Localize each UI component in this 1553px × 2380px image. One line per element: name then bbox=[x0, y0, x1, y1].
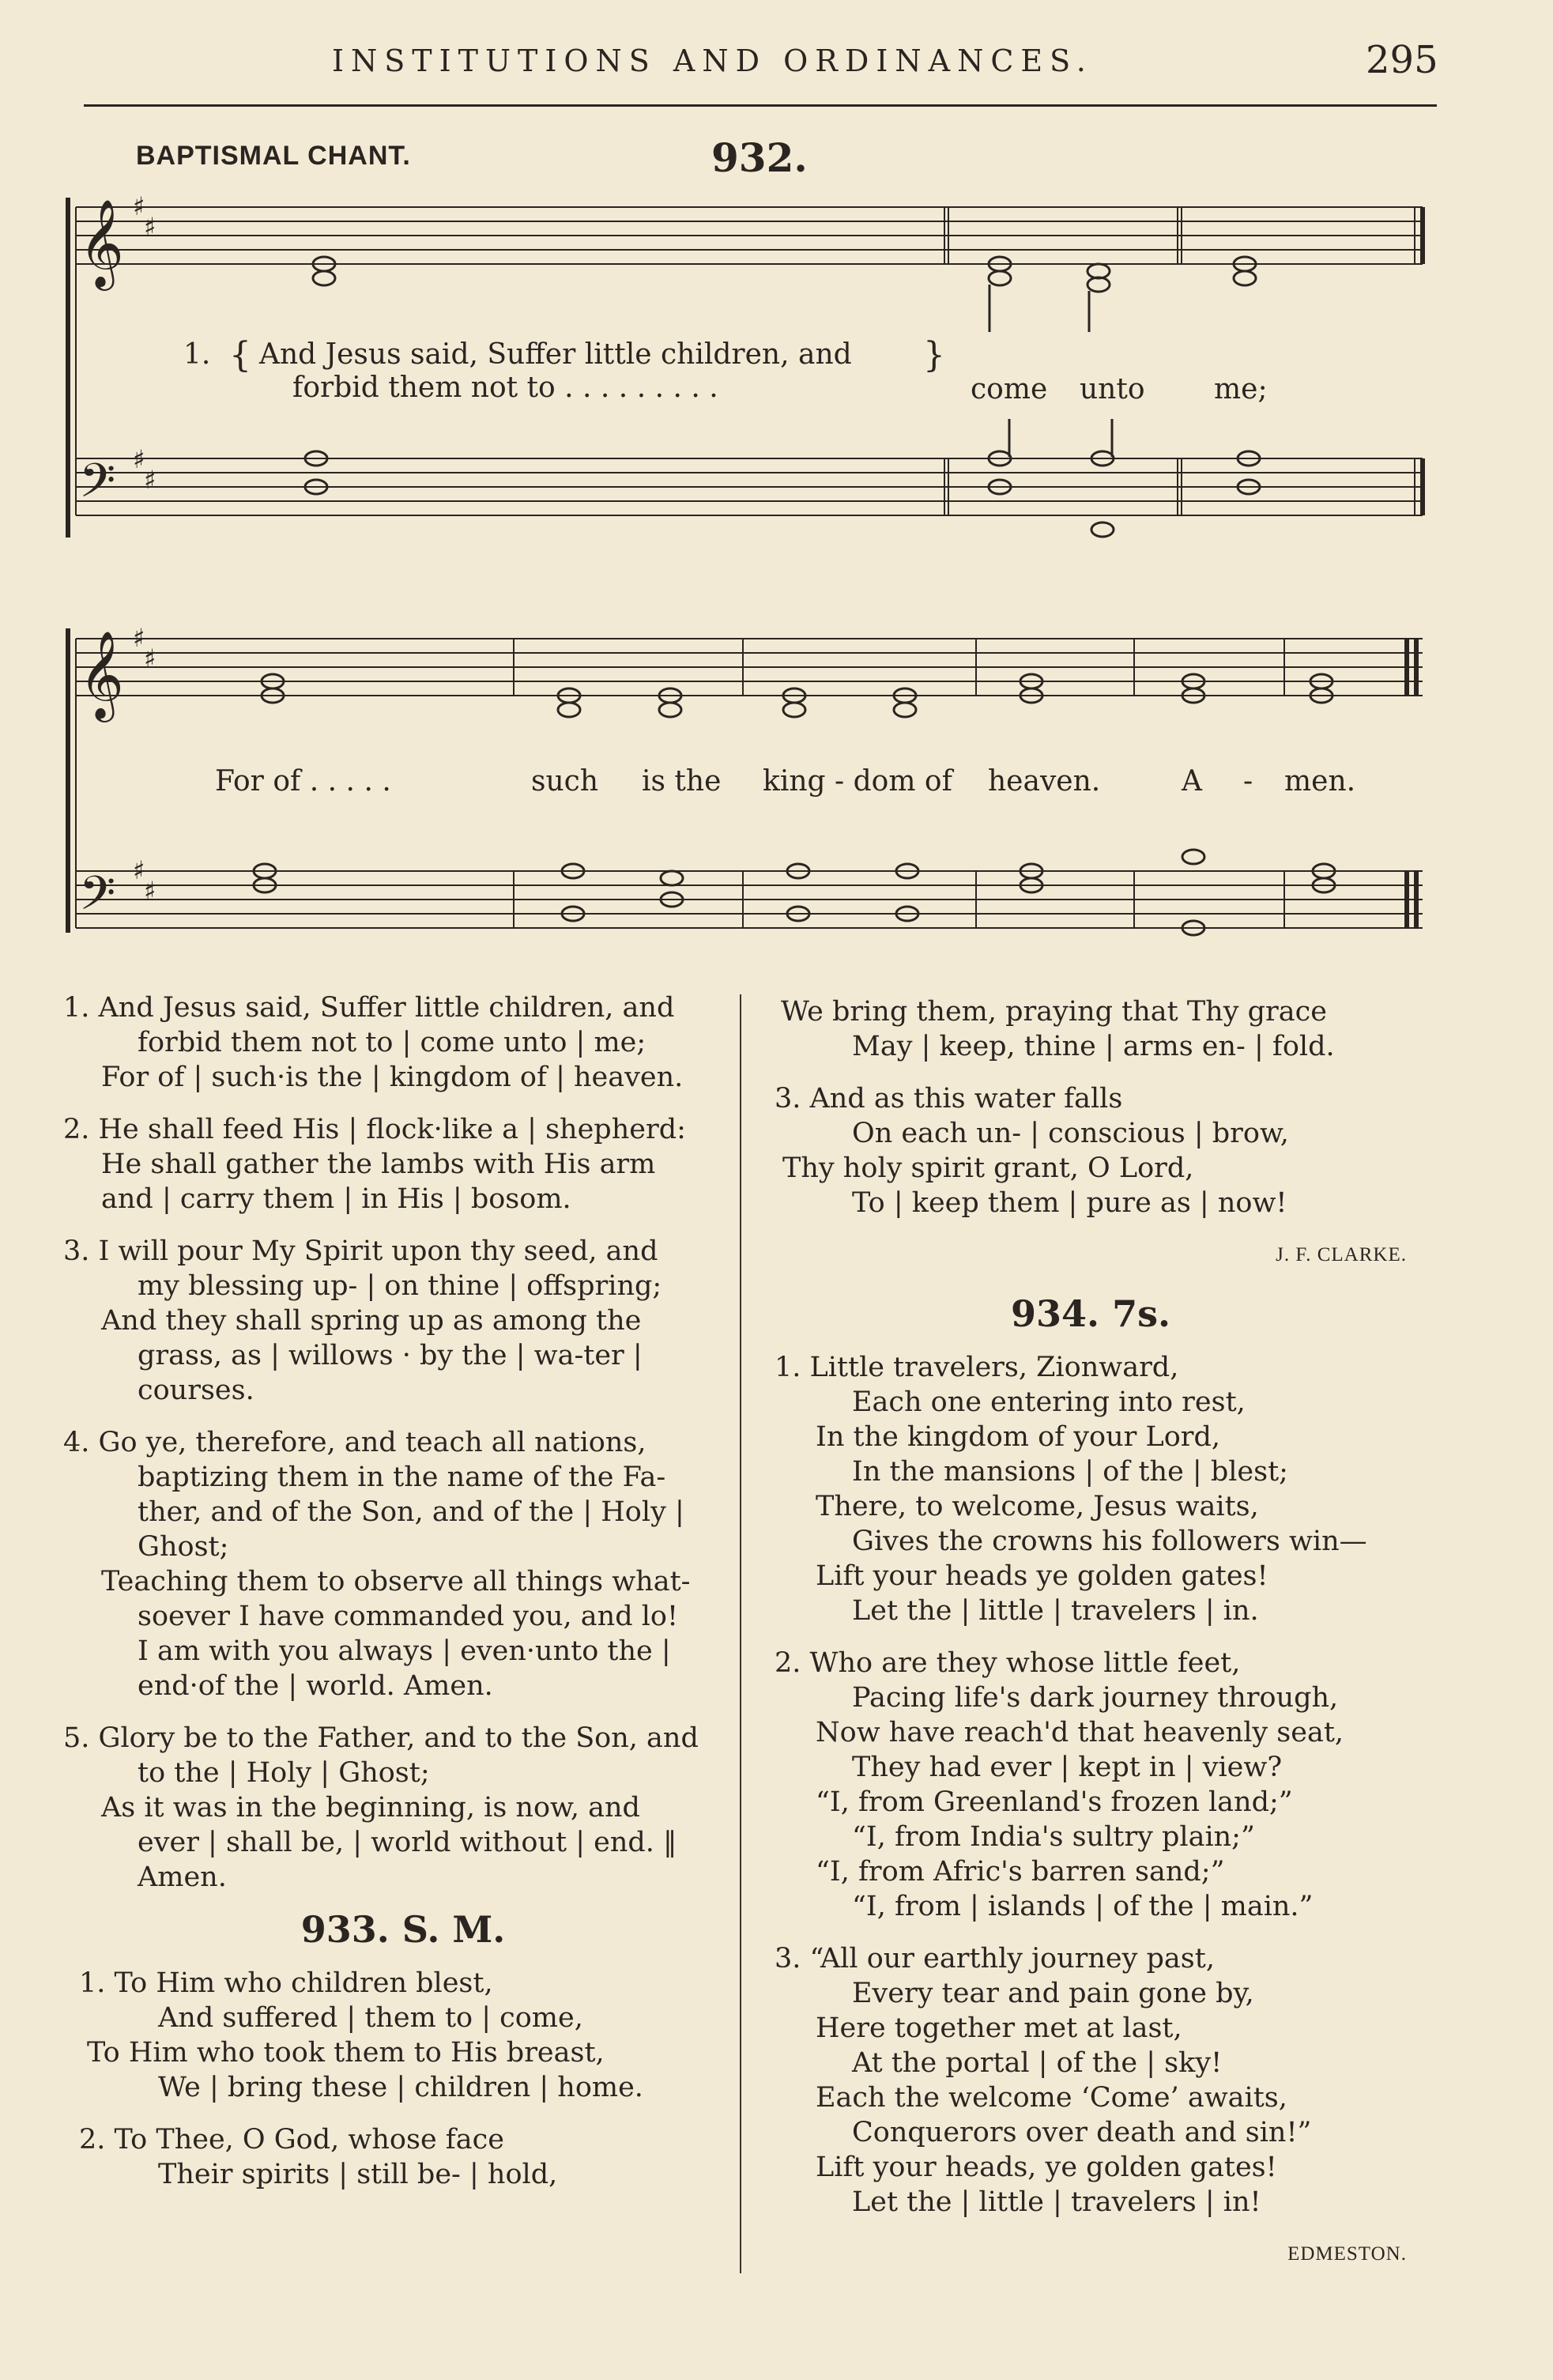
lyric-a: A bbox=[1182, 765, 1202, 798]
treble-staff-1 bbox=[76, 207, 1423, 264]
hymn934-stanza-3 bbox=[775, 1941, 1407, 2220]
text-line: Conquerors over death and sin!” bbox=[852, 2117, 1312, 2148]
text-line: Their spirits | still be- | hold, bbox=[158, 2159, 558, 2190]
text-line: Each one entering into rest, bbox=[852, 1386, 1246, 1418]
svg-text:♯: ♯ bbox=[144, 212, 156, 242]
text-line: Amen. bbox=[138, 1861, 227, 1893]
text-line: 2. He shall feed His | flock·like a | shepherd: bbox=[63, 1114, 686, 1145]
lyric-dash: - bbox=[1243, 765, 1253, 798]
hymn-number-932: 932. bbox=[711, 134, 808, 181]
text-line: forbid them not to | come unto | me; bbox=[138, 1027, 646, 1058]
text-line: baptizing them in the name of the Fa- bbox=[138, 1462, 666, 1493]
author-clarke: J. F. CLARKE. bbox=[1276, 1244, 1407, 1265]
text-line: In the kingdom of your Lord, bbox=[816, 1421, 1221, 1453]
text-line: Pacing life's dark journey through, bbox=[852, 1682, 1339, 1714]
text-line: 5. Glory be to the Father, and to the Son, and bbox=[63, 1722, 699, 1754]
text-line: Every tear and pain gone by, bbox=[852, 1978, 1254, 2009]
text-line: I am with you always | even·unto the | bbox=[138, 1635, 671, 1667]
lyric-men: men. bbox=[1284, 765, 1356, 798]
text-line: 3. I will pour My Spirit upon thy seed, and bbox=[63, 1235, 658, 1267]
text-line: ever | shall be, | world without | end. ‖ bbox=[138, 1827, 677, 1858]
text-line: 3. “All our earthly journey past, bbox=[775, 1943, 1215, 1975]
bass-clef-1: 𝄢 bbox=[79, 453, 116, 519]
treble-clef-1: 𝄞 bbox=[79, 198, 124, 287]
text-line: In the mansions | of the | blest; bbox=[852, 1456, 1288, 1488]
text-line: Gives the crowns his followers win— bbox=[852, 1526, 1367, 1557]
text-line: my blessing up- | on thine | offspring; bbox=[138, 1270, 662, 1302]
lyric-for-of: For of . . . . . bbox=[215, 765, 391, 798]
text-line: “I, from Afric's barren sand;” bbox=[816, 1856, 1225, 1888]
text-line: Now have reach'd that heavenly seat, bbox=[816, 1717, 1344, 1748]
text-line: There, to welcome, Jesus waits, bbox=[816, 1491, 1259, 1522]
page-number: 295 bbox=[1366, 38, 1438, 82]
hymn933-stanza-2a bbox=[63, 2122, 743, 2192]
author-edmeston: EDMESTON. bbox=[1287, 2243, 1407, 2265]
text-line: Lift your heads, ye golden gates! bbox=[816, 2152, 1277, 2183]
text-line: “I, from | islands | of the | main.” bbox=[852, 1891, 1314, 1922]
lyric-is-the: is the bbox=[642, 765, 722, 798]
svg-text:♯: ♯ bbox=[133, 191, 145, 221]
text-line: 1. To Him who children blest, bbox=[79, 1967, 493, 1999]
text-line: Let the | little | travelers | in. bbox=[852, 1595, 1259, 1627]
bass-staff-1 bbox=[76, 458, 1423, 515]
text-line: to the | Holy | Ghost; bbox=[138, 1757, 430, 1789]
lyric-unto: unto bbox=[1080, 373, 1145, 405]
chant-text-stanza-4 bbox=[63, 1425, 743, 1703]
text-line: May | keep, thine | arms en- | fold. bbox=[852, 1031, 1335, 1062]
text-line: Here together met at last, bbox=[816, 2012, 1182, 2044]
hymn934-stanza-1 bbox=[775, 1350, 1407, 1628]
hymn-heading-934: 934. 7s. bbox=[1011, 1292, 1170, 1335]
text-line: soever I have commanded you, and lo! bbox=[138, 1601, 679, 1632]
text-line: Ghost; bbox=[138, 1531, 229, 1563]
text-line: Teaching them to observe all things what- bbox=[101, 1566, 691, 1597]
text-line: 2. To Thee, O God, whose face bbox=[79, 2124, 504, 2156]
lyric-such: such bbox=[531, 765, 599, 798]
text-line: Lift your heads ye golden gates! bbox=[816, 1560, 1268, 1592]
text-line: 2. Who are they whose little feet, bbox=[775, 1647, 1241, 1679]
text-line: We bring them, praying that Thy grace bbox=[781, 996, 1327, 1028]
chant-text-stanza-2 bbox=[63, 1112, 743, 1216]
brace-left: { bbox=[229, 335, 251, 375]
running-head: INSTITUTIONS AND ORDINANCES. bbox=[332, 43, 1093, 78]
text-line: To | keep them | pure as | now! bbox=[852, 1187, 1287, 1219]
text-line: To Him who took them to His breast, bbox=[87, 2037, 605, 2069]
text-line: Each the welcome ‘Come’ awaits, bbox=[816, 2082, 1287, 2114]
chant-text-stanza-1 bbox=[63, 990, 743, 1095]
treble-clef-2: 𝄞 bbox=[79, 630, 124, 719]
text-line: At the portal | of the | sky! bbox=[852, 2047, 1223, 2079]
right-column bbox=[775, 994, 1407, 2272]
text-line: and | carry them | in His | bosom. bbox=[101, 1183, 571, 1215]
chant-text-stanza-3 bbox=[63, 1234, 743, 1408]
lyric-kingdom-of: king - dom of bbox=[763, 765, 952, 798]
text-line: 1. And Jesus said, Suffer little children, and bbox=[63, 992, 675, 1024]
svg-text:♯: ♯ bbox=[144, 643, 156, 673]
text-line: ther, and of the Son, and of the | Holy | bbox=[138, 1496, 684, 1528]
hymn933-stanza-2b bbox=[775, 994, 1407, 1064]
bass-staff-2 bbox=[76, 871, 1423, 928]
svg-text:♯: ♯ bbox=[133, 855, 145, 885]
chant-title: BAPTISMAL CHANT. bbox=[136, 141, 411, 171]
text-line: For of | such·is the | kingdom of | heaven. bbox=[101, 1062, 684, 1093]
text-line: Let the | little | travelers | in! bbox=[852, 2186, 1261, 2218]
svg-text:♯: ♯ bbox=[133, 623, 145, 653]
text-line: As it was in the beginning, is now, and bbox=[101, 1792, 640, 1824]
text-line: He shall gather the lambs with His arm bbox=[101, 1149, 656, 1180]
svg-text:♯: ♯ bbox=[144, 465, 156, 495]
text-line: On each un- | conscious | brow, bbox=[852, 1118, 1289, 1149]
lyric-heaven: heaven. bbox=[988, 765, 1101, 798]
chant-text-stanza-5 bbox=[63, 1721, 743, 1895]
hymn933-stanza-3 bbox=[775, 1081, 1407, 1220]
text-line: 1. Little travelers, Zionward, bbox=[775, 1352, 1179, 1383]
text-line: 4. Go ye, therefore, and teach all nations, bbox=[63, 1427, 646, 1458]
text-line: courses. bbox=[138, 1375, 254, 1406]
svg-text:♯: ♯ bbox=[144, 876, 156, 906]
text-line: “I, from Greenland's frozen land;” bbox=[816, 1786, 1293, 1818]
text-line: “I, from India's sultry plain;” bbox=[852, 1821, 1255, 1853]
lyric-line-2: forbid them not to . . . . . . . . . bbox=[292, 372, 718, 404]
lyric-line-1: And Jesus said, Suffer little children, and bbox=[259, 338, 852, 371]
music-notation bbox=[0, 0, 1553, 949]
text-line: And suffered | them to | come, bbox=[158, 2002, 583, 2034]
bass-clef-2: 𝄢 bbox=[79, 866, 116, 932]
text-line: 3. And as this water falls bbox=[775, 1083, 1123, 1115]
lyric-me: me; bbox=[1214, 373, 1268, 405]
hymn934-stanza-2 bbox=[775, 1646, 1407, 1924]
left-column bbox=[63, 990, 743, 2209]
brace-right: } bbox=[923, 335, 945, 375]
hymn933-stanza-1 bbox=[63, 1966, 743, 2105]
lyric-come: come bbox=[971, 373, 1048, 405]
text-line: And they shall spring up as among the bbox=[101, 1305, 642, 1337]
text-line: end·of the | world. Amen. bbox=[138, 1670, 493, 1702]
text-line: They had ever | kept in | view? bbox=[852, 1752, 1283, 1783]
hymn-heading-933: 933. S. M. bbox=[300, 1908, 506, 1951]
verse-number: 1. bbox=[183, 338, 211, 371]
text-line: Thy holy spirit grant, O Lord, bbox=[782, 1152, 1194, 1184]
svg-text:♯: ♯ bbox=[133, 444, 145, 474]
text-line: grass, as | willows · by the | wa-ter | bbox=[138, 1340, 643, 1371]
text-line: We | bring these | children | home. bbox=[158, 2072, 643, 2103]
